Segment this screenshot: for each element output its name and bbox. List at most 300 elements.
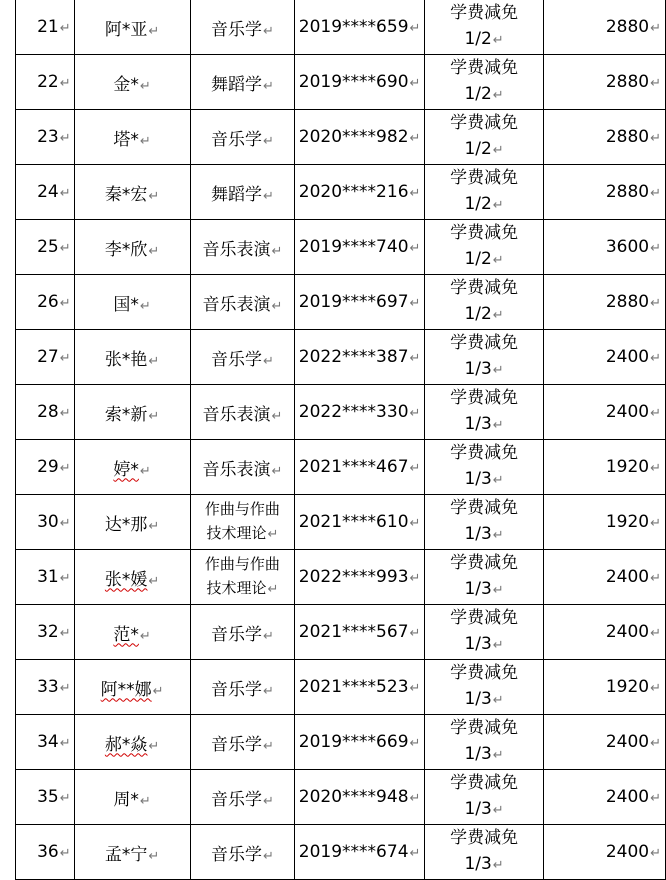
aid-type-line-2-wrap: [425, 356, 543, 384]
aid-type-line-2: 1/2: [464, 304, 492, 324]
paragraph-mark: ↵: [139, 298, 151, 314]
amount-cell: [544, 110, 666, 165]
paragraph-mark: ↵: [650, 736, 661, 751]
aid-type-line-1: 学费减免: [450, 663, 519, 683]
aid-type-line-2: 1/3: [464, 414, 492, 434]
row-number-cell: [16, 495, 75, 550]
paragraph-mark: ↵: [409, 296, 421, 311]
student-name: 索*新: [104, 404, 148, 425]
amount: 2880: [605, 72, 650, 92]
aid-type-cell: [425, 220, 544, 275]
paragraph-mark: ↵: [492, 693, 504, 708]
aid-type-cell: [425, 495, 544, 550]
major-cell: [190, 275, 295, 330]
paragraph-mark: ↵: [650, 626, 661, 641]
paragraph-mark: ↵: [262, 23, 274, 39]
paragraph-mark: ↵: [650, 681, 661, 696]
amount: 2880: [605, 182, 650, 202]
student-name: 周*: [113, 789, 139, 810]
row-number-cell: [16, 330, 75, 385]
aid-type-line-1: 学费减免: [450, 388, 519, 408]
paragraph-mark: ↵: [492, 418, 504, 433]
student-id: 2020****216: [298, 182, 409, 202]
row-number-cell: [16, 220, 75, 275]
student-name-cell: [74, 550, 190, 605]
paragraph-mark: ↵: [59, 406, 71, 421]
table-row: [16, 385, 666, 440]
amount-cell: [544, 165, 666, 220]
paragraph-mark: ↵: [650, 296, 661, 311]
student-id: 2020****948: [298, 787, 409, 807]
aid-type-cell: [425, 550, 544, 605]
major-line-2: 技术理论: [206, 579, 267, 597]
paragraph-mark: ↵: [650, 461, 661, 476]
paragraph-mark: ↵: [650, 516, 661, 531]
paragraph-mark: ↵: [59, 351, 71, 366]
table-row: [16, 110, 666, 165]
paragraph-mark: ↵: [650, 21, 661, 36]
paragraph-mark: ↵: [409, 791, 421, 806]
amount: 2400: [605, 787, 650, 807]
aid-type-line-1: 学费减免: [450, 443, 519, 463]
paragraph-mark: ↵: [59, 131, 71, 146]
student-name: 郝*焱: [104, 734, 148, 755]
aid-type-cell: [425, 605, 544, 660]
row-number-cell: [16, 770, 75, 825]
paragraph-mark: ↵: [152, 683, 164, 699]
amount: 2400: [605, 732, 650, 752]
student-name: 秦*宏: [104, 184, 148, 205]
aid-type-line-1: 学费减免: [450, 3, 519, 23]
student-name: 塔*: [113, 129, 139, 150]
student-id-cell: [295, 385, 425, 440]
major-cell: [190, 220, 295, 275]
paragraph-mark: ↵: [492, 583, 504, 598]
student-name-cell: [74, 660, 190, 715]
major: 音乐学: [210, 734, 262, 755]
major-cell: [190, 605, 295, 660]
aid-type-line-2-wrap: [425, 741, 543, 769]
aid-type-cell: [425, 110, 544, 165]
student-id-cell: [295, 330, 425, 385]
paragraph-mark: ↵: [271, 298, 283, 314]
row-number-cell: [16, 55, 75, 110]
major-cell: [190, 385, 295, 440]
paragraph-mark: ↵: [148, 188, 160, 204]
major-line-2-wrap: [191, 576, 295, 602]
major: 舞蹈学: [210, 74, 262, 95]
paragraph-mark: ↵: [409, 461, 421, 476]
student-name: 婷*: [113, 459, 139, 480]
student-name: 张*艳: [104, 349, 148, 370]
student-name-cell: [74, 715, 190, 770]
amount: 2400: [605, 567, 650, 587]
major: 音乐表演: [202, 404, 271, 425]
paragraph-mark: ↵: [148, 848, 160, 864]
paragraph-mark: ↵: [262, 683, 274, 699]
paragraph-mark: ↵: [262, 133, 274, 149]
major-line-1: 作曲与作曲: [204, 500, 280, 518]
row-number: 27: [37, 347, 59, 367]
row-number: 33: [37, 677, 59, 697]
paragraph-mark: ↵: [262, 188, 274, 204]
student-name-cell: [74, 495, 190, 550]
aid-type-line-2-wrap: [425, 191, 543, 219]
aid-type-line-2-wrap: [425, 686, 543, 714]
major-line-2: 技术理论: [206, 524, 267, 542]
paragraph-mark: ↵: [262, 78, 274, 94]
paragraph-mark: ↵: [409, 351, 421, 366]
amount-cell: [544, 330, 666, 385]
paragraph-mark: ↵: [650, 571, 661, 586]
row-number-cell: [16, 385, 75, 440]
row-number: 24: [37, 182, 59, 202]
major-cell: [190, 825, 295, 880]
paragraph-mark: ↵: [492, 308, 504, 323]
paragraph-mark: ↵: [59, 296, 71, 311]
amount: 1920: [605, 457, 650, 477]
student-id: 2021****467: [298, 457, 409, 477]
aid-type-cell: [425, 275, 544, 330]
paragraph-mark: ↵: [650, 241, 661, 256]
paragraph-mark: ↵: [492, 253, 504, 268]
paragraph-mark: ↵: [59, 846, 71, 861]
paragraph-mark: ↵: [409, 21, 421, 36]
aid-type-line-1: 学费减免: [450, 498, 519, 518]
major-cell: [190, 0, 295, 55]
paragraph-mark: ↵: [262, 353, 274, 369]
row-number-cell: [16, 110, 75, 165]
student-id-cell: [295, 0, 425, 55]
row-number: 22: [37, 72, 59, 92]
aid-type-line-2: 1/2: [464, 84, 492, 104]
major: 音乐表演: [202, 459, 271, 480]
row-number-cell: [16, 715, 75, 770]
major-cell: [190, 55, 295, 110]
aid-type-line-1: 学费减免: [450, 773, 519, 793]
student-id-cell: [295, 715, 425, 770]
amount: 2880: [605, 292, 650, 312]
student-id: 2019****740: [298, 237, 409, 257]
amount-cell: [544, 715, 666, 770]
major-line-1: 作曲与作曲: [204, 555, 280, 573]
major: 音乐学: [210, 129, 262, 150]
student-id-cell: [295, 825, 425, 880]
major-line-2-wrap: [191, 521, 295, 547]
aid-type-line-2: 1/3: [464, 524, 492, 544]
row-number: 28: [37, 402, 59, 422]
student-id-cell: [295, 495, 425, 550]
amount-cell: [544, 385, 666, 440]
aid-type-cell: [425, 660, 544, 715]
aid-type-cell: [425, 715, 544, 770]
major: 音乐学: [210, 19, 262, 40]
aid-type-line-2-wrap: [425, 466, 543, 494]
paragraph-mark: ↵: [59, 736, 71, 751]
amount-cell: [544, 220, 666, 275]
aid-type-line-1: 学费减免: [450, 828, 519, 848]
table-row: [16, 495, 666, 550]
amount-cell: [544, 0, 666, 55]
student-name-cell: [74, 825, 190, 880]
aid-type-line-1: 学费减免: [450, 333, 519, 353]
table-row: [16, 715, 666, 770]
major-cell: [190, 715, 295, 770]
paragraph-mark: ↵: [59, 21, 71, 36]
aid-type-cell: [425, 770, 544, 825]
amount-cell: [544, 660, 666, 715]
aid-type-line-2-wrap: [425, 521, 543, 549]
student-id: 2019****669: [298, 732, 409, 752]
row-number: 25: [37, 237, 59, 257]
student-name-cell: [74, 330, 190, 385]
student-name-cell: [74, 55, 190, 110]
paragraph-mark: ↵: [409, 571, 421, 586]
row-number: 21: [37, 17, 59, 37]
aid-type-line-1: 学费减免: [450, 113, 519, 133]
major: 音乐表演: [202, 294, 271, 315]
paragraph-mark: ↵: [492, 528, 504, 543]
table-row: [16, 440, 666, 495]
amount-cell: [544, 825, 666, 880]
aid-type-line-2: 1/3: [464, 689, 492, 709]
student-name-cell: [74, 165, 190, 220]
aid-type-line-2: 1/2: [464, 194, 492, 214]
paragraph-mark: ↵: [409, 736, 421, 751]
aid-type-line-2: 1/3: [464, 634, 492, 654]
paragraph-mark: ↵: [409, 406, 421, 421]
paragraph-mark: ↵: [262, 793, 274, 809]
student-name-cell: [74, 385, 190, 440]
paragraph-mark: ↵: [409, 131, 421, 146]
paragraph-mark: ↵: [409, 681, 421, 696]
paragraph-mark: ↵: [59, 461, 71, 476]
table-row: [16, 275, 666, 330]
aid-type-line-2-wrap: [425, 301, 543, 329]
paragraph-mark: ↵: [59, 791, 71, 806]
aid-type-line-2: 1/2: [464, 29, 492, 49]
amount-cell: [544, 605, 666, 660]
major: 音乐学: [210, 349, 262, 370]
paragraph-mark: ↵: [409, 626, 421, 641]
aid-type-cell: [425, 825, 544, 880]
row-number: 29: [37, 457, 59, 477]
row-number: 31: [37, 567, 59, 587]
paragraph-mark: ↵: [59, 571, 71, 586]
paragraph-mark: ↵: [139, 133, 151, 149]
paragraph-mark: ↵: [59, 516, 71, 531]
paragraph-mark: ↵: [650, 791, 661, 806]
paragraph-mark: ↵: [148, 518, 160, 534]
aid-type-line-2-wrap: [425, 631, 543, 659]
paragraph-mark: ↵: [492, 143, 504, 158]
paragraph-mark: ↵: [409, 76, 421, 91]
table-row: [16, 0, 666, 55]
student-name: 阿*亚: [104, 19, 148, 40]
aid-type-line-2: 1/2: [464, 249, 492, 269]
aid-type-cell: [425, 440, 544, 495]
student-id-cell: [295, 605, 425, 660]
aid-type-line-2-wrap: [425, 851, 543, 879]
paragraph-mark: ↵: [262, 628, 274, 644]
major: 音乐学: [210, 789, 262, 810]
student-name: 达*那: [104, 514, 148, 535]
student-name: 张*媛: [104, 569, 148, 590]
paragraph-mark: ↵: [59, 186, 71, 201]
paragraph-mark: ↵: [492, 473, 504, 488]
paragraph-mark: ↵: [271, 408, 283, 424]
student-id: 2019****697: [298, 292, 409, 312]
student-name-cell: [74, 0, 190, 55]
student-id: 2021****610: [298, 512, 409, 532]
aid-type-line-1: 学费减免: [450, 608, 519, 628]
paragraph-mark: ↵: [139, 793, 151, 809]
paragraph-mark: ↵: [650, 351, 661, 366]
amount: 2880: [605, 127, 650, 147]
student-name: 孟*宁: [104, 844, 148, 865]
student-id: 2019****674: [298, 842, 409, 862]
amount: 2400: [605, 622, 650, 642]
paragraph-mark: ↵: [492, 748, 504, 763]
aid-type-line-2-wrap: [425, 796, 543, 824]
paragraph-mark: ↵: [492, 363, 504, 378]
major-cell: [190, 495, 295, 550]
table-row: [16, 550, 666, 605]
aid-type-line-1: 学费减免: [450, 168, 519, 188]
student-id: 2020****982: [298, 127, 409, 147]
paragraph-mark: ↵: [148, 408, 160, 424]
amount: 2400: [605, 842, 650, 862]
row-number-cell: [16, 550, 75, 605]
student-id-cell: [295, 165, 425, 220]
row-number-cell: [16, 275, 75, 330]
paragraph-mark: ↵: [148, 243, 160, 259]
aid-type-cell: [425, 330, 544, 385]
amount: 1920: [605, 677, 650, 697]
paragraph-mark: ↵: [650, 186, 661, 201]
paragraph-mark: ↵: [492, 858, 504, 873]
major-cell: [190, 165, 295, 220]
student-id-cell: [295, 275, 425, 330]
student-id-cell: [295, 550, 425, 605]
paragraph-mark: ↵: [492, 638, 504, 653]
major: 音乐表演: [202, 239, 271, 260]
major-cell: [190, 330, 295, 385]
student-name-cell: [74, 110, 190, 165]
paragraph-mark: ↵: [409, 516, 421, 531]
student-id: 2022****387: [298, 347, 409, 367]
major-cell: [190, 660, 295, 715]
aid-type-line-2-wrap: [425, 136, 543, 164]
paragraph-mark: ↵: [492, 803, 504, 818]
table-row: [16, 330, 666, 385]
row-number: 30: [37, 512, 59, 532]
paragraph-mark: ↵: [409, 846, 421, 861]
major: 音乐学: [210, 844, 262, 865]
major: 音乐学: [210, 624, 262, 645]
table-row: [16, 165, 666, 220]
student-name-cell: [74, 220, 190, 275]
aid-list-table: [15, 0, 666, 880]
row-number: 23: [37, 127, 59, 147]
paragraph-mark: ↵: [650, 131, 661, 146]
aid-type-line-2-wrap: [425, 26, 543, 54]
row-number: 26: [37, 292, 59, 312]
amount-cell: [544, 440, 666, 495]
row-number-cell: [16, 825, 75, 880]
aid-type-cell: [425, 165, 544, 220]
paragraph-mark: ↵: [492, 198, 504, 213]
paragraph-mark: ↵: [139, 628, 151, 644]
paragraph-mark: ↵: [148, 23, 160, 39]
amount: 3600: [605, 237, 650, 257]
student-id: 2021****567: [298, 622, 409, 642]
student-name-cell: [74, 605, 190, 660]
major: 音乐学: [210, 679, 262, 700]
row-number: 35: [37, 787, 59, 807]
student-name-cell: [74, 770, 190, 825]
aid-type-cell: [425, 385, 544, 440]
amount: 2880: [605, 17, 650, 37]
major-cell: [190, 550, 295, 605]
paragraph-mark: ↵: [59, 626, 71, 641]
paragraph-mark: ↵: [148, 573, 160, 589]
student-id-cell: [295, 660, 425, 715]
paragraph-mark: ↵: [148, 738, 160, 754]
aid-type-line-2: 1/3: [464, 799, 492, 819]
student-id: 2019****659: [298, 17, 409, 37]
aid-type-line-1: 学费减免: [450, 718, 519, 738]
aid-type-line-2: 1/3: [464, 744, 492, 764]
aid-type-line-1: 学费减免: [450, 553, 519, 573]
row-number: 36: [37, 842, 59, 862]
student-name: 范*: [113, 624, 139, 645]
aid-type-line-2: 1/3: [464, 579, 492, 599]
paragraph-mark: ↵: [492, 88, 504, 103]
student-id: 2021****523: [298, 677, 409, 697]
student-id-cell: [295, 55, 425, 110]
row-number: 34: [37, 732, 59, 752]
table-row: [16, 825, 666, 880]
row-number-cell: [16, 165, 75, 220]
aid-type-line-2: 1/2: [464, 139, 492, 159]
paragraph-mark: ↵: [492, 33, 504, 48]
paragraph-mark: ↵: [267, 527, 279, 542]
paragraph-mark: ↵: [139, 78, 151, 94]
paragraph-mark: ↵: [262, 738, 274, 754]
major-cell: [190, 440, 295, 495]
aid-type-line-1: 学费减免: [450, 278, 519, 298]
paragraph-mark: ↵: [148, 353, 160, 369]
aid-type-line-2: 1/3: [464, 854, 492, 874]
paragraph-mark: ↵: [139, 463, 151, 479]
aid-type-line-1: 学费减免: [450, 58, 519, 78]
paragraph-mark: ↵: [409, 241, 421, 256]
table-row: [16, 220, 666, 275]
paragraph-mark: ↵: [409, 186, 421, 201]
paragraph-mark: ↵: [650, 846, 661, 861]
row-number-cell: [16, 440, 75, 495]
aid-type-line-1: 学费减免: [450, 223, 519, 243]
student-name: 金*: [113, 74, 139, 95]
paragraph-mark: ↵: [650, 76, 661, 91]
table-row: [16, 660, 666, 715]
amount-cell: [544, 55, 666, 110]
student-id-cell: [295, 110, 425, 165]
aid-type-line-2-wrap: [425, 81, 543, 109]
amount: 1920: [605, 512, 650, 532]
table-row: [16, 605, 666, 660]
